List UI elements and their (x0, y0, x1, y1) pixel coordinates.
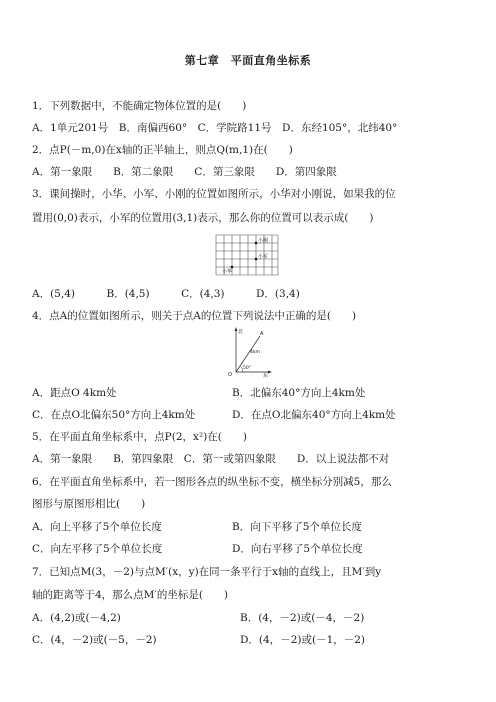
q3-grid-figure (214, 233, 280, 277)
q5-stem: 5．在平面直角坐标系中，点P(2，x²)在( ) (32, 431, 247, 443)
q4-direction-figure (226, 326, 274, 378)
xiaojun-point (255, 258, 258, 261)
q4-option-b: B．北偏东40°方向上4km处 (232, 387, 366, 399)
q3-options: A．(5,4) B．(4,5) C．(4,3) D．(3,4) (32, 288, 300, 300)
xiaohua-label: 小华 (222, 269, 233, 275)
north-arrow-icon (235, 327, 238, 331)
q5-options: A．第一象限 B．第四象限 C．第一或第四象限 D．以上说法都不对 (32, 453, 390, 465)
east-label: 东 (263, 373, 269, 378)
q3-stem-line2: 置用(0,0)表示，小军的位置用(3,1)表示，那么你的位置可以表示成( ) (32, 212, 374, 224)
q4-option-a: A．距点O 4km处 (32, 387, 117, 399)
xiaojun-label: 小军 (258, 254, 269, 260)
point-a-label: A (260, 331, 264, 337)
q1-options: A．1单元201号 B．南偏西60° C．学院路11号 D．东经105°，北纬40° (32, 122, 398, 134)
q6-option-b: B．向下平移了5个单位长度 (232, 521, 362, 533)
q7-stem-line2: 轴的距离等于4，那么点M′的坐标是( ) (32, 589, 229, 601)
q7-option-b: B．(4，－2)或(－4，－2) (240, 612, 365, 624)
q6-stem-line1: 6．在平面直角坐标系中，若一图形各点的纵坐标不变，横坐标分别减5，那么 (32, 476, 392, 488)
q6-option-d: D．向右平移了5个单位长度 (232, 543, 363, 555)
q3-stem-line1: 3．课间操时，小华、小军、小刚的位置如图所示，小华对小刚说，如果我的位 (32, 188, 396, 200)
q7-option-d: D．(4，－2)或(－1，－2) (240, 634, 366, 646)
q2-stem: 2．点P(－m,0)在x轴的正半轴上，则点Q(m,1)在( ) (32, 144, 293, 156)
q7-stem-line1: 7．已知点M(3，－2)与点M′(x，y)在同一条平行于x轴的直线上，且M′到y (32, 566, 382, 578)
q6-option-a: A．向上平移了5个单位长度 (32, 521, 162, 533)
q7-option-a: A．(4,2)或(－4,2) (32, 612, 121, 624)
north-label: 北 (238, 329, 244, 335)
distance-label: 4km (250, 350, 260, 355)
angle-label: 50° (243, 366, 251, 371)
xiaogang-point (255, 242, 258, 245)
q6-stem-line2: 图形与原图形相比( ) (32, 498, 146, 510)
xiaohua-point (231, 266, 234, 269)
q4-stem: 4．点A的位置如图所示，则关于点A的位置下列说法中正确的是( ) (32, 310, 357, 322)
q4-option-d: D．在点O北偏东40°方向上4km处 (232, 409, 396, 421)
q4-option-c: C．在点O北偏东50°方向上4km处 (32, 409, 196, 421)
chapter-title: 第七章 平面直角坐标系 (184, 54, 312, 67)
q1-stem: 1．下列数据中，不能确定物体位置的是( ) (32, 100, 247, 112)
q7-option-c: C．(4，－2)或(－5，－2) (32, 634, 157, 646)
q2-options: A．第一象限 B．第二象限 C．第三象限 D．第四象限 (32, 166, 337, 178)
east-arrow-icon (268, 371, 272, 374)
xiaogang-label: 小刚 (258, 238, 269, 244)
q6-option-c: C．向左平移了5个单位长度 (32, 543, 163, 555)
origin-label: O (228, 372, 232, 378)
